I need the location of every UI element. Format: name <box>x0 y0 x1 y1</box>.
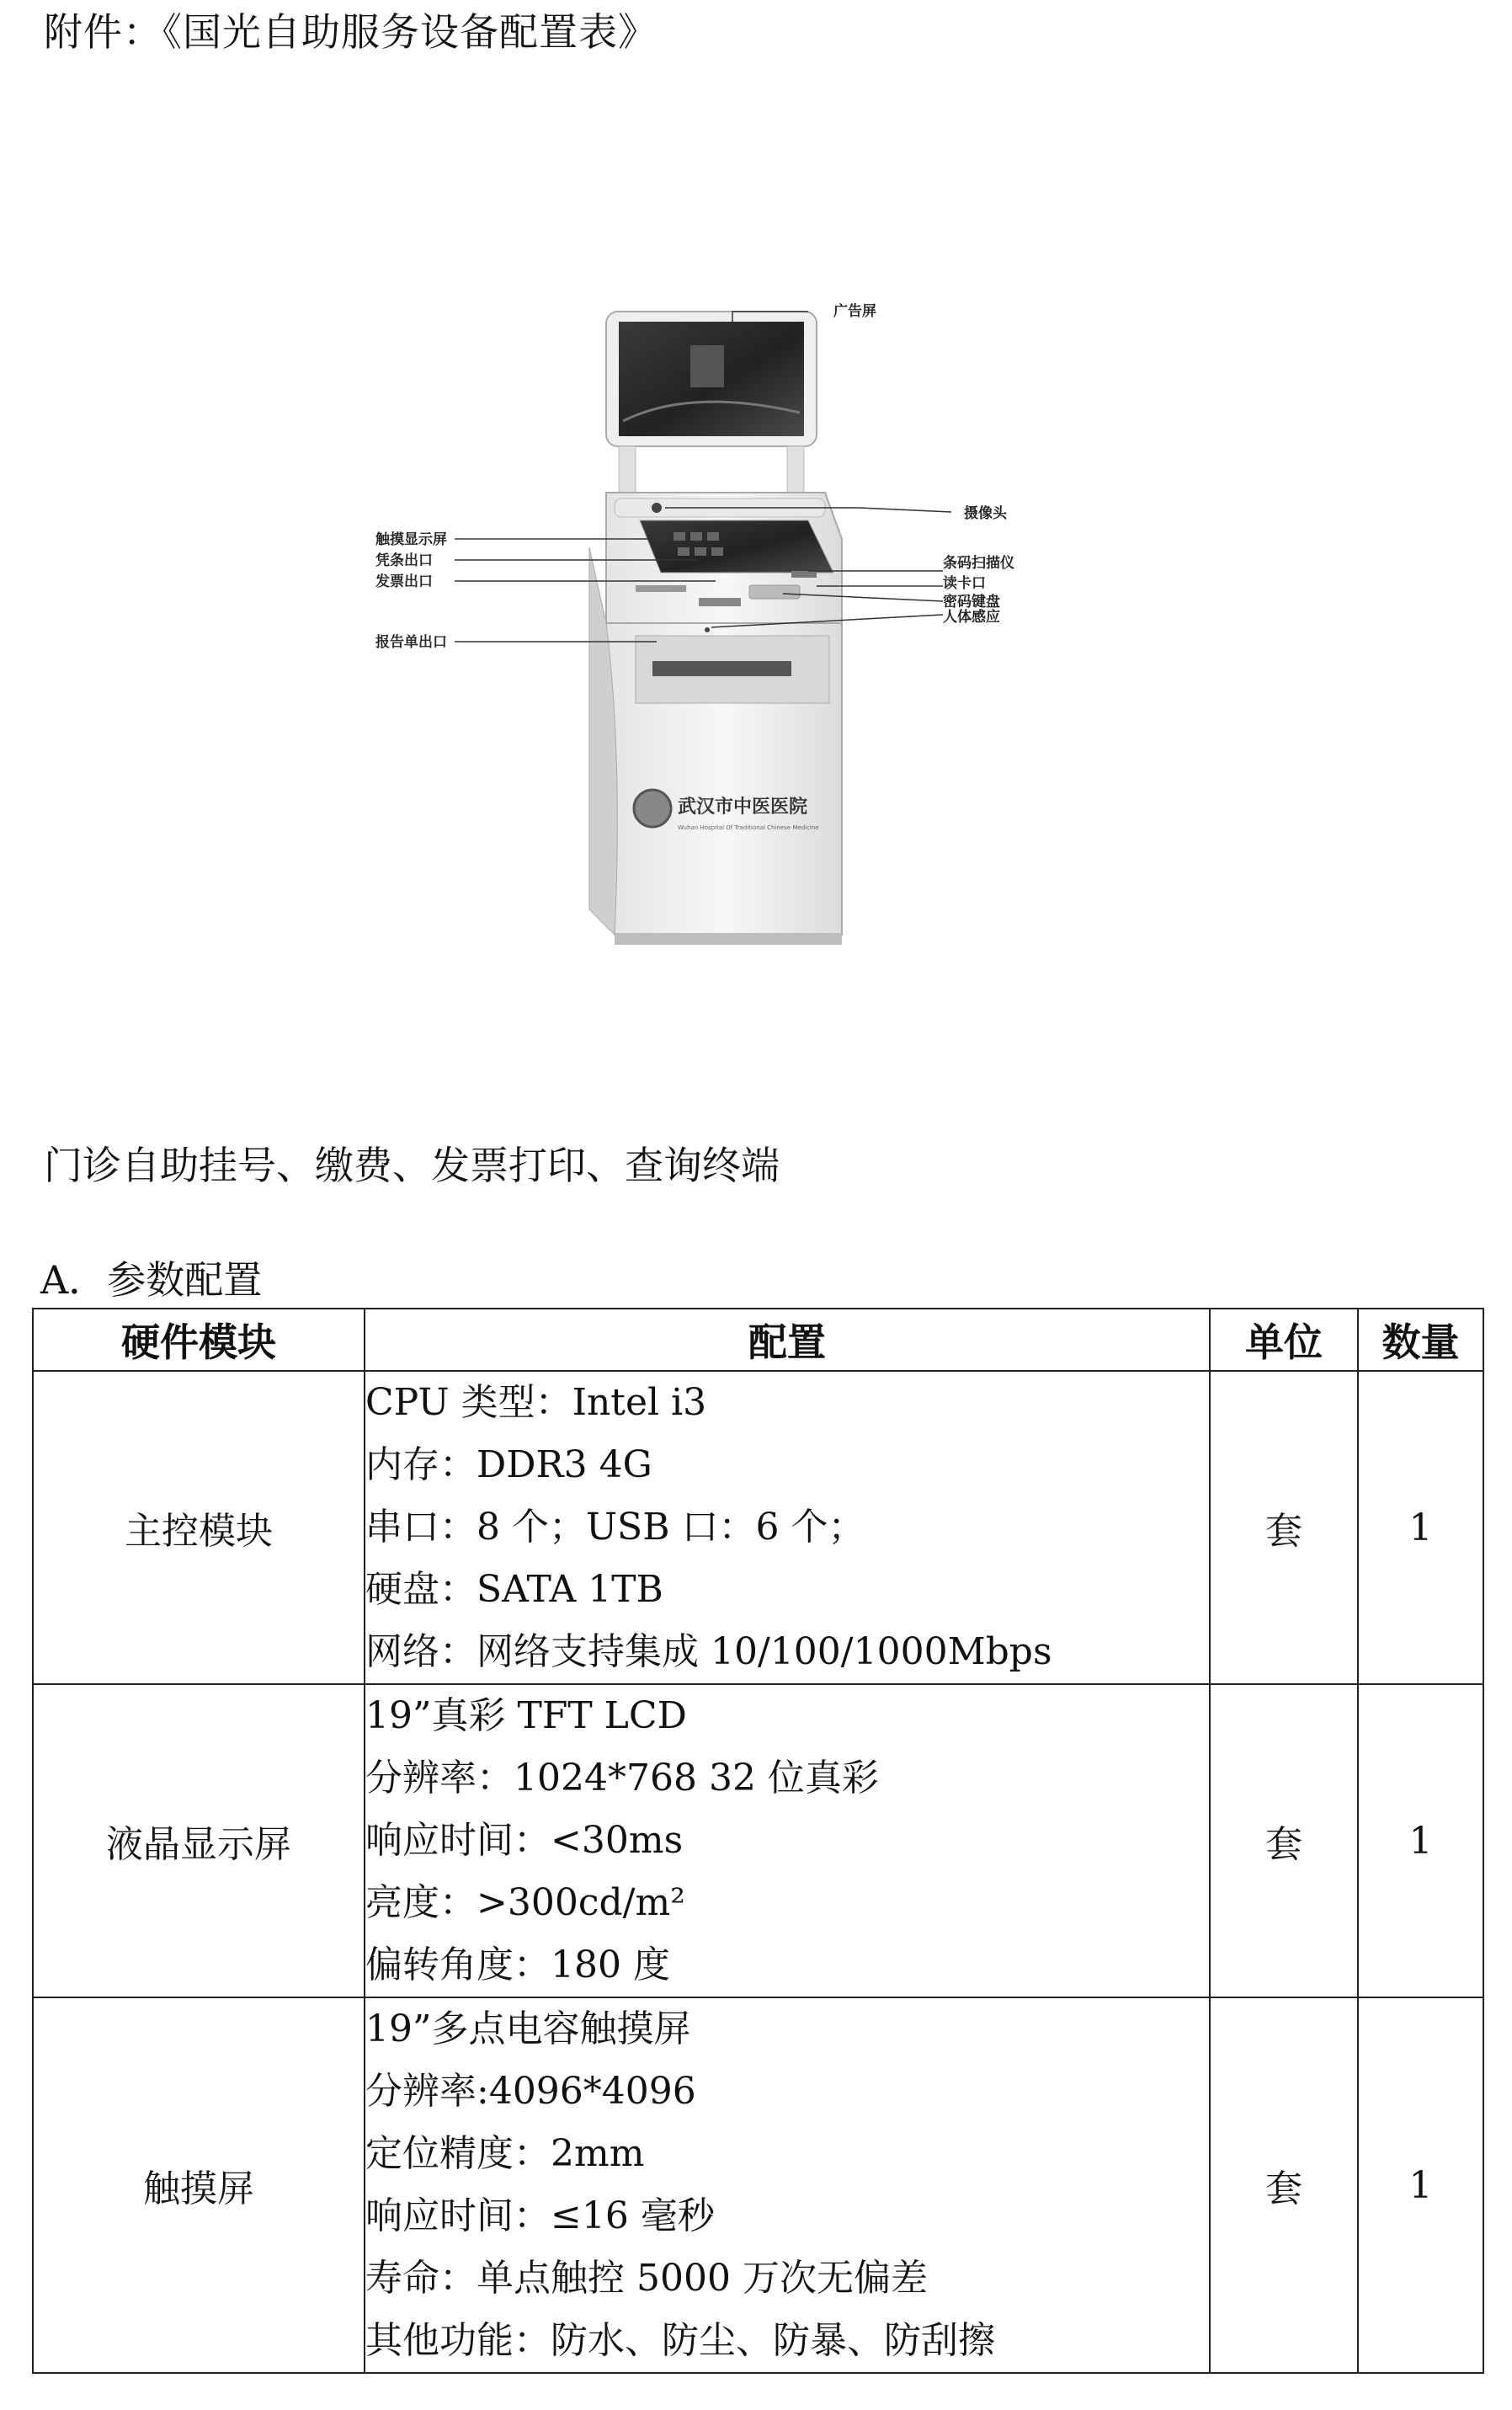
report-exit-slot <box>652 661 791 676</box>
module-cell: 液晶显示屏 <box>33 1684 365 1997</box>
config-line: 响应时间：≤16 毫秒 <box>365 2194 715 2237</box>
table-row <box>33 1997 1483 2373</box>
callout-camera: 摄像头 <box>964 505 1007 522</box>
invoice-exit-slot <box>699 598 741 606</box>
unit-cell: 套 <box>1210 1684 1358 1997</box>
config-cell <box>365 1684 1210 1997</box>
voucher-exit-slot <box>636 585 686 592</box>
upper-body <box>606 493 842 623</box>
config-line: 响应时间：<30ms <box>365 1819 684 1862</box>
config-line: 19”多点电容触摸屏 <box>365 2007 691 2050</box>
header-qty: 数量 <box>1358 1309 1483 1371</box>
callout-pin-pad: 密码键盘 <box>943 594 1000 610</box>
config-line: 亮度：>300cd/m² <box>365 1881 685 1924</box>
qty-cell: 1 <box>1358 1997 1483 2373</box>
hospital-logo-icon <box>634 790 671 827</box>
callout-touch-screen: 触摸显示屏 <box>375 531 447 548</box>
body-sensor-icon <box>705 627 710 632</box>
config-line: 分辨率:4096*4096 <box>365 2070 696 2113</box>
table-row <box>33 1371 1483 1684</box>
config-line: 定位精度：2mm <box>365 2132 645 2175</box>
hospital-name: 武汉市中医医院 <box>678 797 808 818</box>
sub-title: A．参数配置 <box>40 1257 263 1303</box>
config-cell <box>365 1371 1210 1684</box>
module-cell: 主控模块 <box>33 1371 365 1684</box>
attachment-title: 附件：《国光自助服务设备配置表》 <box>44 9 658 55</box>
camera-icon <box>652 503 662 513</box>
table-row <box>33 1684 1483 1997</box>
touch-screen <box>640 520 833 573</box>
config-line: 偏转角度：180 度 <box>365 1943 670 1986</box>
hospital-name-en: Wuhan Hospital Of Traditional Chinese Medicine <box>678 824 819 831</box>
pin-pad <box>749 585 800 599</box>
header-module: 硬件模块 <box>33 1309 365 1371</box>
config-line: 网络：网络支持集成 10/100/1000Mbps <box>365 1630 1052 1673</box>
callout-voucher-exit: 凭条出口 <box>375 552 433 569</box>
callout-body-sensor: 人体感应 <box>943 609 1000 626</box>
config-line: CPU 类型：Intel i3 <box>365 1381 707 1424</box>
header-config: 配置 <box>365 1309 1210 1371</box>
callout-card-reader: 读卡口 <box>943 575 986 592</box>
unit-cell: 套 <box>1210 1371 1358 1684</box>
config-line: 19”真彩 TFT LCD <box>365 1694 687 1737</box>
config-cell <box>365 1997 1210 2373</box>
ad-screen <box>606 312 817 446</box>
barcode-scanner <box>791 571 817 578</box>
unit-cell: 套 <box>1210 1997 1358 2373</box>
spec-table <box>32 1308 1484 2374</box>
callout-ad-screen: 广告屏 <box>833 303 876 320</box>
qty-cell: 1 <box>1358 1684 1483 1997</box>
config-line: 硬盘：SATA 1TB <box>365 1568 663 1611</box>
config-line: 寿命：单点触控 5000 万次无偏差 <box>365 2257 928 2300</box>
module-cell: 触摸屏 <box>33 1997 365 2373</box>
config-line: 串口：8 个；USB 口：6 个； <box>365 1506 865 1549</box>
qty-cell: 1 <box>1358 1371 1483 1684</box>
config-line: 分辨率：1024*768 32 位真彩 <box>365 1757 879 1800</box>
kiosk-figure <box>337 253 1179 977</box>
config-line: 内存：DDR3 4G <box>365 1443 652 1486</box>
config-line: 其他功能：防水、防尘、防暴、防刮擦 <box>365 2319 995 2362</box>
section-title: 门诊自助挂号、缴费、发票打印、查询终端 <box>44 1143 780 1188</box>
table-header-row <box>33 1309 1483 1371</box>
callout-report-exit: 报告单出口 <box>375 634 447 651</box>
callout-invoice-exit: 发票出口 <box>375 573 433 590</box>
header-unit: 单位 <box>1210 1309 1358 1371</box>
callout-barcode-scanner: 条码扫描仪 <box>943 555 1014 572</box>
